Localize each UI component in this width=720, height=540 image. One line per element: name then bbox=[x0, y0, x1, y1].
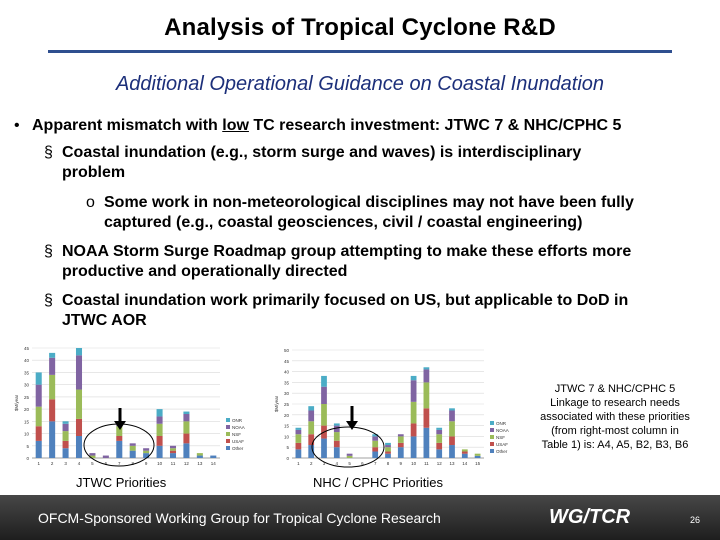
bullet-level1 bbox=[14, 116, 621, 136]
bar-segment bbox=[183, 412, 189, 414]
y-tick-label: 15 bbox=[283, 423, 289, 429]
legend-label: ONR bbox=[232, 418, 242, 423]
legend-swatch bbox=[490, 428, 494, 432]
legend-label: USAF bbox=[496, 442, 509, 447]
legend-label: NOAA bbox=[496, 428, 509, 433]
bar-segment bbox=[449, 408, 455, 410]
bar-segment bbox=[321, 387, 327, 404]
bar-segment bbox=[334, 441, 340, 447]
y-tick-label: 50 bbox=[283, 348, 289, 353]
bar-segment bbox=[449, 410, 455, 421]
bullet-line: Coastal inundation (e.g., storm surge and waves) is interdisciplinary bbox=[62, 144, 582, 161]
legend-swatch bbox=[490, 442, 494, 446]
bar-segment bbox=[411, 380, 417, 402]
bar-segment bbox=[63, 448, 69, 458]
y-tick-label: 35 bbox=[283, 380, 289, 386]
bullet-line: Some work in non-meteorological disciplines may not have been fully bbox=[104, 194, 634, 211]
bar-segment bbox=[296, 434, 302, 443]
bullet-text-part2: TC research investment: JTWC 7 & NHC/CPHC 5 bbox=[248, 117, 622, 134]
bullet-text-part1: Apparent mismatch with bbox=[32, 117, 223, 134]
bar-segment bbox=[424, 367, 430, 369]
page-number: 26 bbox=[690, 515, 701, 525]
bar-segment bbox=[157, 446, 163, 458]
bar-segment bbox=[449, 445, 455, 458]
footer-bar bbox=[0, 495, 720, 540]
y-tick-label: 5 bbox=[26, 443, 29, 449]
bar-segment bbox=[157, 416, 163, 423]
bar-segment bbox=[197, 456, 203, 458]
bar-segment bbox=[103, 456, 109, 458]
bullet-dot-icon: • bbox=[14, 117, 20, 134]
y-tick-label: 15 bbox=[23, 419, 29, 425]
footer-tag: WG/TCR bbox=[549, 506, 631, 528]
bar-segment bbox=[170, 446, 176, 448]
bar-segment bbox=[372, 452, 378, 458]
bar-segment bbox=[36, 426, 42, 441]
bar-segment bbox=[449, 436, 455, 445]
x-tick-label: 4 bbox=[335, 461, 339, 466]
x-tick-label: 2 bbox=[309, 461, 313, 466]
jtwc-chart bbox=[8, 340, 258, 468]
legend-swatch bbox=[226, 446, 230, 450]
bar-segment bbox=[36, 385, 42, 407]
square-bullet-icon: § bbox=[44, 243, 53, 260]
bar-segment bbox=[49, 421, 55, 458]
x-tick-label: 13 bbox=[197, 461, 203, 466]
bullet-level2 bbox=[44, 242, 631, 282]
legend-swatch bbox=[226, 418, 230, 422]
title-divider bbox=[48, 50, 672, 53]
bullet-line: captured (e.g., coastal geosciences, civil / coastal engineering) bbox=[104, 214, 583, 231]
x-tick-label: 14 bbox=[462, 461, 468, 466]
bar-segment bbox=[372, 441, 378, 447]
bar-segment bbox=[170, 448, 176, 450]
legend-label: Other bbox=[232, 446, 244, 451]
legend-label: ONR bbox=[496, 421, 506, 426]
bar-segment bbox=[411, 436, 417, 458]
bar-segment bbox=[411, 423, 417, 436]
bar-segment bbox=[398, 443, 404, 447]
bar-segment bbox=[334, 423, 340, 425]
x-tick-label: 2 bbox=[50, 461, 54, 466]
bullet-level2 bbox=[44, 143, 581, 183]
y-tick-label: 30 bbox=[283, 391, 289, 397]
x-tick-label: 4 bbox=[77, 461, 81, 466]
bar-segment bbox=[76, 419, 82, 436]
y-tick-label: 30 bbox=[23, 382, 29, 388]
bar-segment bbox=[398, 436, 404, 442]
y-tick-label: 5 bbox=[286, 445, 289, 451]
bar-segment bbox=[76, 348, 82, 355]
bar-segment bbox=[436, 430, 442, 434]
bar-segment bbox=[143, 453, 149, 458]
square-bullet-icon: § bbox=[44, 292, 53, 309]
bar-segment bbox=[436, 449, 442, 458]
linkage-note bbox=[520, 382, 710, 452]
bar-segment bbox=[36, 372, 42, 384]
jtwc-chart-label: JTWC Priorities bbox=[76, 475, 167, 490]
note-line: JTWC 7 & NHC/CPHC 5 bbox=[554, 383, 676, 395]
bar-segment bbox=[424, 382, 430, 408]
footer-organization: OFCM-Sponsored Working Group for Tropical Cyclone Research bbox=[38, 510, 441, 526]
y-tick-label: 25 bbox=[283, 402, 289, 407]
bar-segment bbox=[436, 434, 442, 443]
bar-segment bbox=[157, 436, 163, 446]
bar-segment bbox=[385, 445, 391, 447]
x-tick-label: 13 bbox=[449, 461, 455, 466]
bar-segment bbox=[49, 358, 55, 375]
bar-segment bbox=[130, 443, 136, 445]
slide-subtitle: Additional Operational Guidance on Coastal Inundation bbox=[115, 73, 605, 95]
bar-segment bbox=[398, 434, 404, 436]
bar-segment bbox=[63, 424, 69, 431]
bar-segment bbox=[157, 409, 163, 416]
x-tick-label: 11 bbox=[170, 461, 176, 466]
bar-segment bbox=[36, 407, 42, 427]
x-tick-label: 9 bbox=[144, 461, 148, 466]
bullet-line: JTWC AOR bbox=[62, 312, 147, 329]
y-tick-label: 0 bbox=[26, 456, 29, 461]
y-axis-label: $M/year bbox=[14, 394, 19, 412]
x-tick-label: 6 bbox=[361, 461, 364, 466]
bar-segment bbox=[347, 454, 353, 456]
bar-segment bbox=[183, 421, 189, 433]
bar-segment bbox=[143, 448, 149, 450]
bar-segment bbox=[334, 447, 340, 458]
bar-segment bbox=[424, 369, 430, 382]
x-tick-label: 3 bbox=[322, 461, 326, 466]
y-tick-label: 0 bbox=[286, 456, 289, 461]
bar-segment bbox=[116, 441, 122, 458]
bar-segment bbox=[424, 428, 430, 458]
x-tick-label: 1 bbox=[37, 461, 40, 466]
bar-segment bbox=[372, 436, 378, 440]
bar-segment bbox=[183, 414, 189, 421]
y-tick-label: 10 bbox=[283, 434, 289, 440]
note-line: (from right-most column in bbox=[551, 425, 679, 437]
bar-segment bbox=[197, 453, 203, 455]
bar-segment bbox=[130, 451, 136, 458]
note-line: Table 1) is: A4, A5, B2, B3, B6 bbox=[541, 439, 689, 451]
bullet-level2 bbox=[44, 291, 628, 331]
y-tick-label: 45 bbox=[23, 346, 29, 351]
legend-swatch bbox=[490, 435, 494, 439]
bar-segment bbox=[411, 402, 417, 424]
nhc-chart-label: NHC / CPHC Priorities bbox=[313, 475, 444, 490]
legend-swatch bbox=[226, 425, 230, 429]
bar-segment bbox=[143, 451, 149, 453]
bar-segment bbox=[49, 353, 55, 358]
legend-swatch bbox=[226, 439, 230, 443]
legend-label: NSF bbox=[232, 432, 241, 437]
legend-label: USAF bbox=[232, 439, 245, 444]
legend-swatch bbox=[490, 449, 494, 453]
bar-segment bbox=[210, 456, 216, 458]
jtwc-chart-svg bbox=[8, 340, 258, 468]
y-tick-label: 20 bbox=[23, 407, 29, 413]
y-tick-label: 40 bbox=[283, 369, 289, 375]
y-tick-label: 40 bbox=[23, 358, 29, 364]
x-tick-label: 10 bbox=[411, 461, 417, 466]
note-line: associated with these priorities bbox=[540, 411, 690, 423]
bar-segment bbox=[183, 443, 189, 458]
bullet-line: productive and operationally directed bbox=[62, 263, 348, 280]
bar-segment bbox=[385, 454, 391, 458]
bullet-level3 bbox=[86, 193, 634, 233]
bar-segment bbox=[475, 456, 481, 458]
bar-segment bbox=[462, 454, 468, 458]
note-line: Linkage to research needs bbox=[550, 397, 680, 409]
bar-segment bbox=[321, 376, 327, 387]
bar-segment bbox=[321, 439, 327, 458]
y-tick-label: 10 bbox=[23, 431, 29, 437]
bar-segment bbox=[183, 434, 189, 444]
bullet-text-emphasis: low bbox=[222, 117, 249, 134]
legend-swatch bbox=[490, 421, 494, 425]
x-tick-label: 5 bbox=[91, 461, 94, 466]
bar-segment bbox=[296, 443, 302, 449]
bar-segment bbox=[424, 408, 430, 427]
x-tick-label: 7 bbox=[118, 461, 121, 466]
y-tick-label: 20 bbox=[283, 412, 289, 418]
bar-segment bbox=[116, 436, 122, 441]
bullet-line: problem bbox=[62, 164, 126, 181]
bar-segment bbox=[385, 447, 391, 451]
bar-segment bbox=[475, 454, 481, 456]
bar-segment bbox=[296, 428, 302, 430]
bar-segment bbox=[308, 421, 314, 434]
legend-label: NSF bbox=[496, 435, 505, 440]
bullet-line: NOAA Storm Surge Roadmap group attempting to make these efforts more bbox=[62, 243, 632, 260]
x-tick-label: 7 bbox=[373, 461, 377, 466]
bar-segment bbox=[347, 456, 353, 458]
nhc-chart bbox=[270, 340, 520, 468]
bar-segment bbox=[76, 390, 82, 419]
bar-segment bbox=[385, 452, 391, 454]
bar-segment bbox=[385, 443, 391, 445]
x-tick-label: 5 bbox=[348, 461, 351, 466]
bar-segment bbox=[170, 451, 176, 453]
legend-label: NOAA bbox=[232, 425, 245, 430]
callout-arrowhead-icon bbox=[114, 421, 126, 430]
x-tick-label: 8 bbox=[131, 461, 134, 466]
bar-segment bbox=[296, 430, 302, 434]
y-tick-label: 35 bbox=[23, 370, 29, 376]
bar-segment bbox=[63, 421, 69, 423]
bar-segment bbox=[462, 452, 468, 454]
square-bullet-icon: § bbox=[44, 144, 53, 161]
bar-segment bbox=[308, 410, 314, 421]
x-tick-label: 10 bbox=[157, 461, 163, 466]
bar-segment bbox=[308, 434, 314, 445]
bar-segment bbox=[89, 453, 95, 455]
x-tick-label: 15 bbox=[475, 461, 481, 466]
bar-segment bbox=[76, 436, 82, 458]
bar-segment bbox=[398, 447, 404, 458]
legend-label: Other bbox=[496, 449, 508, 454]
x-tick-label: 8 bbox=[386, 461, 390, 466]
x-tick-label: 12 bbox=[183, 461, 189, 466]
y-axis-label: $M/year bbox=[274, 395, 279, 413]
bar-segment bbox=[321, 404, 327, 426]
x-tick-label: 14 bbox=[210, 461, 216, 466]
x-tick-label: 9 bbox=[399, 461, 403, 466]
bar-segment bbox=[436, 443, 442, 449]
bar-segment bbox=[436, 428, 442, 430]
bar-segment bbox=[157, 424, 163, 436]
x-tick-label: 11 bbox=[424, 461, 429, 466]
bar-segment bbox=[449, 421, 455, 436]
bar-segment bbox=[63, 441, 69, 448]
circle-bullet-icon: o bbox=[86, 194, 95, 211]
bar-segment bbox=[308, 406, 314, 410]
bar-segment bbox=[170, 453, 176, 458]
nhc-chart-svg bbox=[270, 340, 520, 468]
bar-segment bbox=[130, 446, 136, 451]
bullet-line: Coastal inundation work primarily focused on US, but applicable to DoD in bbox=[62, 292, 629, 309]
legend-swatch bbox=[226, 432, 230, 436]
bar-segment bbox=[49, 375, 55, 399]
y-tick-label: 25 bbox=[23, 394, 29, 400]
y-tick-label: 45 bbox=[283, 358, 289, 364]
bar-segment bbox=[411, 376, 417, 380]
bar-segment bbox=[296, 449, 302, 458]
x-tick-label: 1 bbox=[297, 461, 300, 466]
bar-segment bbox=[76, 355, 82, 389]
bar-segment bbox=[372, 447, 378, 451]
bar-segment bbox=[462, 449, 468, 451]
bar-segment bbox=[36, 441, 42, 458]
bar-segment bbox=[49, 399, 55, 421]
x-tick-label: 3 bbox=[64, 461, 67, 466]
bar-segment bbox=[63, 431, 69, 441]
slide-title: Analysis of Tropical Cyclone R&D bbox=[164, 14, 556, 41]
x-tick-label: 6 bbox=[104, 461, 108, 466]
x-tick-label: 12 bbox=[436, 461, 442, 466]
bar-segment bbox=[334, 432, 340, 441]
